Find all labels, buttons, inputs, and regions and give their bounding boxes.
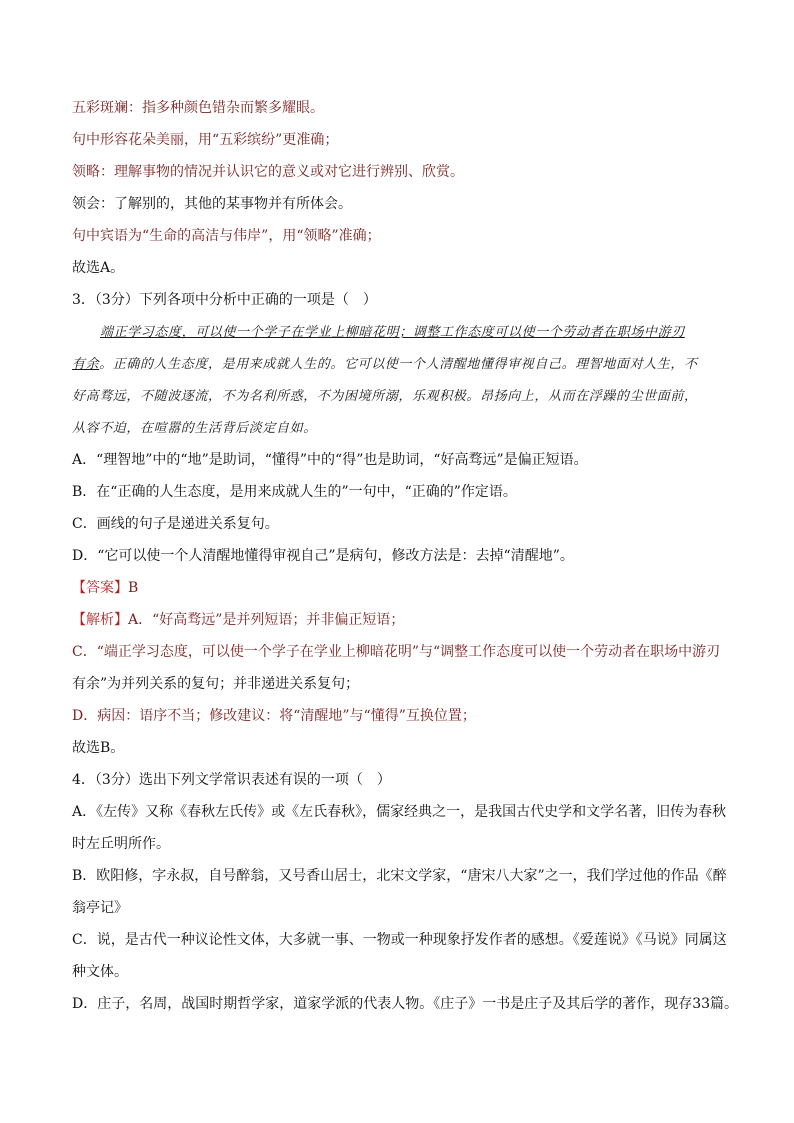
question-3 (72, 290, 732, 759)
option-c-cont: 种文体。 (72, 964, 128, 980)
option-a-cont: 时左丘明所作。 (72, 836, 170, 852)
conclusion-text: 故选B。 (72, 740, 125, 756)
option-d: D．“它可以使一个人清醒地懂得审视自己”是病句，修改方法是：去掉“清醒地”。 (72, 548, 574, 564)
passage-text: 从容不迫，在喧嚣的生活背后淡定自如。 (72, 421, 317, 436)
underlined-sentence-end: 有余 (72, 357, 100, 372)
q2-explanation (72, 98, 732, 279)
answer-tag: 【答案】 (72, 580, 128, 596)
question-stem: 4．（3分）选出下列文学常识表述有误的一项（ ） (72, 772, 391, 788)
explanation-line: 五彩斑斓：指多种颜色错杂而繁多耀眼。 (72, 100, 324, 116)
analysis-tag: 【解析】 (72, 612, 128, 628)
option-b-cont: 翁亭记》 (72, 900, 128, 916)
reading-passage (72, 322, 732, 439)
analysis-line (72, 610, 732, 631)
option-d: D．庄子，名周，战国时期哲学家，道家学派的代表人物。《庄子》一书是庄子及其后学的著作，现存33篇。 (72, 996, 739, 1012)
option-c: C．画线的句子是递进关系复句。 (72, 516, 279, 532)
option-b: B．欧阳修，字永叔，自号醉翁，又号香山居士，北宋文学家，“唐宋八大家”之一，我们学过他的作品《醉 (72, 868, 727, 884)
question-4 (72, 770, 739, 1015)
option-a: A．“理智地”中的“地”是助词，“懂得”中的“得”也是助词，“好高骛远”是偏正短语。 (72, 452, 588, 468)
option-c: C．说，是古代一种议论性文体，大多就一事、一物或一种现象抒发作者的感想。《爱莲说》《马说》同属这 (72, 932, 727, 948)
conclusion-text: 故选A。 (72, 260, 125, 276)
analysis-text: C．“端正学习态度，可以使一个学子在学业上柳暗花明”与“调整工作态度可以使一个劳动者在职场中游刃 (72, 644, 721, 660)
explanation-line: 句中形容花朵美丽，用“五彩缤纷”更准确； (72, 132, 339, 148)
passage-text: 。正确的人生态度，是用来成就人生的。它可以使一个人清醒地懂得审视自己。理智地面对人生，不 (99, 357, 698, 372)
analysis-text: 有余”为并列关系的复句；并非递进关系复句； (72, 676, 360, 692)
passage-text: 好高骛远，不随波逐流，不为名利所惑，不为困境所溺，乐观积极。昂扬向上，从而在浮躁的尘世面前， (72, 389, 698, 404)
option-b: B．在“正确的人生态度，是用来成就人生的”一句中，“正确的”作定语。 (72, 484, 517, 500)
analysis-text: A．“好高骛远”是并列短语；并非偏正短语； (128, 612, 405, 628)
analysis-text: D．病因：语序不当；修改建议：将“清醒地”与“懂得”互换位置； (72, 708, 476, 724)
explanation-line: 领略：理解事物的情况并认识它的意义或对它进行辨别、欣赏。 (72, 164, 464, 180)
answer-line (72, 578, 732, 599)
question-stem: 3．（3分）下列各项中分析中正确的一项是（ ） (72, 292, 377, 308)
underlined-sentence: 端正学习态度，可以使一个学子在学业上柳暗花明；调整工作态度可以使一个劳动者在职场中游刃 (100, 325, 685, 340)
answer-value: B (128, 580, 139, 596)
option-a: A．《左传》又称《春秋左氏传》或《左氏春秋》，儒家经典之一，是我国古代史学和文学名著，旧传为春秋 (72, 804, 727, 820)
explanation-line: 领会：了解别的，其他的某事物并有所体会。 (72, 196, 352, 212)
document-page (72, 98, 739, 1015)
explanation-line: 句中宾语为“生命的高洁与伟岸”，用“领略”准确； (72, 228, 381, 244)
